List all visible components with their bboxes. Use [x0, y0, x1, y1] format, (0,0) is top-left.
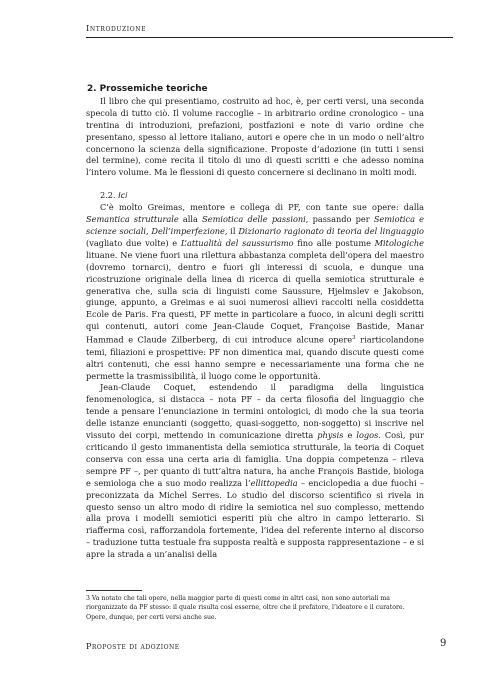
subsection-paragraph-2: [86, 382, 424, 561]
italic-term: logos: [356, 430, 379, 441]
body-text: [86, 84, 424, 561]
text-run: , passando per: [305, 214, 374, 225]
italic-term: ellittopedia: [250, 477, 298, 488]
running-foot: Proposte di adozione: [86, 642, 180, 651]
text-run: Jean-Claude Coquet, estendendo il paradigma della linguistica fenomenologica, si distacca – nota PF – da certa filosofia del linguaggio che tende a pensare l’enunciazione in termini ontologici, di modo che la sua teoria delle istanze enuncianti (soggetto, quasi-soggetto, non-soggetto) si inscrive nel vissuto dei corpi, mettendo in comunicazione diretta: [86, 382, 424, 441]
work-title: Semantica strutturale: [86, 214, 179, 225]
text-run: C’è molto Greimas, mentore e collega di PF, con tante sue opere: dalla: [100, 202, 424, 213]
section-heading: 2. Prossemiche teoriche: [87, 84, 208, 94]
header-rule: [86, 37, 453, 38]
section-paragraph: Il libro che qui presentiamo, costruito ad hoc, è, per certi versi, una seconda specola di tutto ciò. Il volume raccoglie – in arbitrario ordine cronologico – una trentina di introduzioni, prefazioni, postfazioni e note di vario ordine che presentano, spesso al lettore italiano, autori e opere che in un modo o nell’altro concernono la scienza della significazione. Proposte d’adozione (in tutti i sensi del termine), come recita il titolo di uno di questi scritti e che adesso nomina l’intero volume. Ma le flessioni di questo concernere si declinano in molti modi.: [86, 95, 424, 178]
text-run: (vagliato due volte) e: [86, 237, 181, 248]
text-run: ,: [145, 225, 152, 236]
text-run: fino alle postume: [293, 237, 375, 248]
work-title: Semiotica e scienze sociali: [86, 214, 424, 236]
page-number: 9: [440, 638, 447, 649]
work-title: Dizionario ragionato di teoria del linguaggio: [238, 225, 424, 236]
footnote-rule: [86, 590, 142, 591]
subsection-paragraph-1: [86, 202, 424, 382]
work-title: Semiotica delle passioni: [202, 214, 306, 225]
text-run: , il: [224, 225, 239, 236]
text-run: riarticolandone temi, filiazioni e prospettive: PF non dimentica mai, quando discute questi come altri contenuti, che essi hanno sempre e necessariamente una forma che ne permette la trasmissibilità, il luogo come le opportunità.: [86, 334, 424, 381]
subsection-number: 2.2.: [100, 190, 116, 201]
footnote: 3 Va notato che tali opere, nella maggior parte di questi come in altri casi, non sono autoriali ma riorganizzate da PF stesso: il quale risulta così esserne, oltre che il prefatore, l’ideatore e il curatore. Opere, dunque, per certi versi anche sue.: [86, 595, 405, 621]
text-run: e: [343, 430, 357, 441]
text-run: alla: [178, 214, 203, 225]
text-run: – enciclopedia a due fuochi – preconizzata da Michel Serres. Lo studio del discorso scientifico si rivela in questo senso un altro modo di ridire la semiotica nel suo complesso, mettendo alla prova i modelli semiotici esperiti più che altro in campo letterario. Si riafferma così, rafforzandola fortemente, l’idea del referente interno al discorso – traduzione tutta testuale fra supposta realtà e supposta rappresentazione – e si apre la strada a un’analisi della: [86, 477, 424, 560]
text-run: . Così, pur criticando il gesto immanentista della semiotica strutturale, la teoria di Coquet conserva con essa una certa aria di famiglia. Una doppia competenza – rileva sempre PF –, per quanto di tutt’altra natura, ha anche François Bastide, biologa e semiologa che a suo modo realizza l’: [86, 430, 424, 488]
work-title: Dell’imperfezione: [151, 225, 225, 236]
work-title: Mitologiche: [374, 237, 424, 248]
text-run: lituane. Ne viene fuori una rilettura abbastanza completa dell’opera del maestro (dovremo tornarci), dentro e fuori gli interessi di scuola, e dunque una ricostruzione originale della linea di ricerca di quella semiotica strutturale e generativa che, sulla scia di linguisti come Saussure, Hjelmslev e Jakobson, giunge, appunto, a Greimas e ai suoi numerosi allievi raccolti nella cosiddetta Ecole de Paris. Fra questi, PF mette in particolare a fuoco, in alcuni degli scritti qui contenuti, autori come Jean-Claude Coquet, Françoise Bastide, Manar Hammad e Claude Zilberberg, di cui introduce alcune opere: [86, 249, 424, 345]
subsection-heading: [86, 190, 424, 202]
footnote-marker: 3: [352, 335, 356, 342]
italic-term: physis: [317, 430, 344, 441]
running-head: Introduzione: [86, 23, 147, 33]
subsection-title: Ici: [118, 190, 128, 201]
work-title: L’attualità del saussurismo: [180, 237, 294, 248]
